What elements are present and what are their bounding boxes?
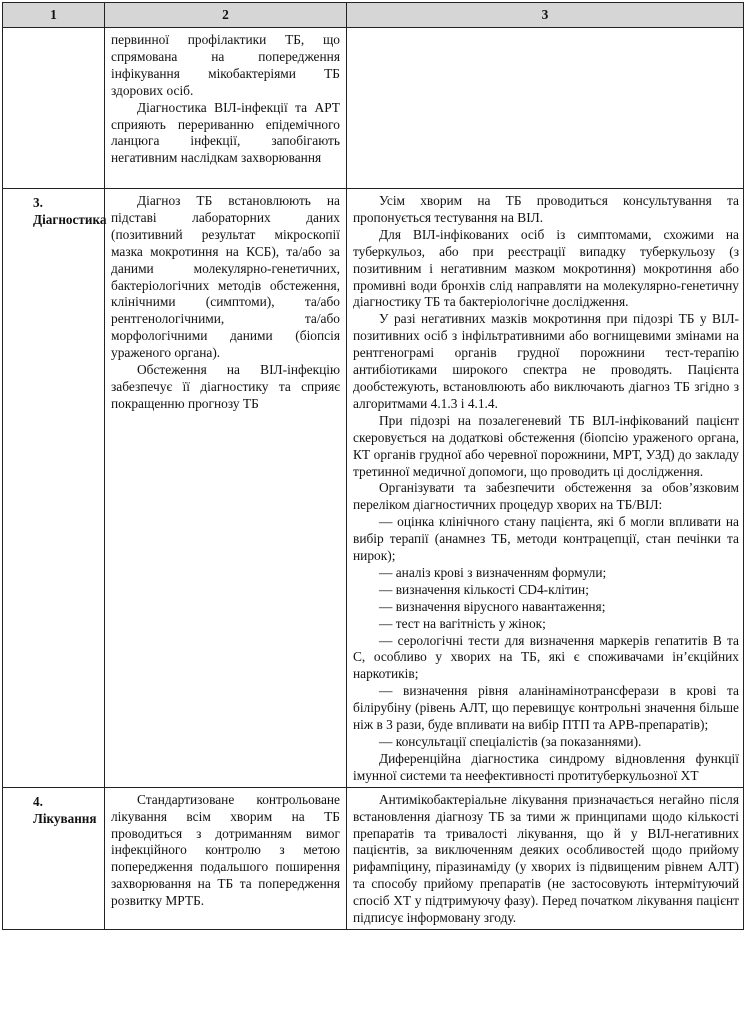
paragraph: Організувати та забезпечити обстеження за обов’язковим переліком діагностичних процедур хворих на ТБ/ВІЛ: bbox=[353, 480, 739, 513]
list-item: — серологічні тести для визначення маркерів гепатитів В та С, особливо у хворих на ТБ, які є споживачами ін’єкційних наркотиків; bbox=[353, 632, 739, 682]
header-col-2: 2 bbox=[105, 3, 347, 28]
list-item: — аналіз крові з визначенням формули; bbox=[379, 564, 607, 580]
paragraph: Обстеження на ВІЛ-інфекцію забезпечує її діагностику та сприяє покращенню прогнозу ТБ bbox=[111, 362, 340, 411]
table-header-row bbox=[3, 3, 744, 28]
protocol-table bbox=[2, 2, 744, 930]
cell-empty bbox=[3, 28, 105, 189]
cell-diagnostics-col2 bbox=[105, 189, 347, 788]
table-row-diagnostics bbox=[3, 189, 744, 788]
list-item: — визначення рівня аланінамінотрансферази в крові та білірубіну (рівень АЛТ, що перевищує контрольні значення більше ніж в 3 рази, буде впливати на вибір ПТП та АРВ-препаратів); bbox=[353, 683, 739, 733]
cell-treatment-col2 bbox=[105, 787, 347, 929]
list-item: — тест на вагітність у жінок; bbox=[379, 615, 546, 631]
paragraph: Діагноз ТБ встановлюють на підставі лабораторних даних (позитивний результат мікроскопії мазка мокротиння на КСБ), та/або за даними молекулярно-генетичних, бактеріологічних методів обстеження, клінічними (симптоми), та/або рентгенологічними, та/або морфологічними даними (біопсія ураженого органа). bbox=[111, 193, 340, 361]
header-col-1: 1 bbox=[3, 3, 105, 28]
header-col-3: 3 bbox=[347, 3, 744, 28]
paragraph: При підозрі на позалегеневий ТБ ВІЛ-інфікований пацієнт скеровується на додаткові обстеження (біопсію ураженого органа, КТ органів грудної або черевної порожнини, МРТ, УЗД) до закладу третинної медичної допомоги, що проводить ці дослідження. bbox=[353, 412, 739, 479]
cell-continuation-col2 bbox=[105, 28, 347, 189]
list-item: — консультації спеціалістів (за показаннями). bbox=[379, 734, 642, 749]
table-row-continuation bbox=[3, 28, 744, 189]
list-item: — оцінка клінічного стану пацієнта, які б могли впливати на вибір терапії (анамнез ТБ, методи контрацепції, стан печінки та нирок); bbox=[353, 514, 739, 564]
row-label-treatment: 4. Лікування bbox=[3, 787, 105, 929]
paragraph: первинної профілактики ТБ, що спрямована на попередження інфікування мікобактеріями ТБ здорових осіб. bbox=[111, 32, 340, 98]
paragraph: Антимікобактеріальне лікування призначається негайно після встановлення діагнозу ТБ за тими ж принципами щодо кількості препаратів та тривалості лікування, що й у ВІЛ-негативних пацієнтів, за виключенням деяких особливостей щодо прийому рифампіцину, піразинаміду (у хворих із підвищеним рівнем АЛТ) та способу прийому препаратів (не застосовують інтермітуючий спосіб ХТ у підтримуючу фазу). Перед початком лікування пацієнт підписує інформовану згоду. bbox=[353, 791, 739, 926]
paragraph: У разі негативних мазків мокротиння при підозрі ТБ у ВІЛ-позитивних осіб з інфільтративними або вогнищевими змінами на рентгенограмі органів грудної порожнини тест-терапію антибіотиками широкого спектра не проводять. Пацієнта дообстежують, встановлюють або виключають діагноз ТБ згідно з алгоритмами 4.1.3 і 4.1.4. bbox=[353, 311, 739, 411]
paragraph: Диференційна діагностика синдрому відновлення функції імунної системи та неефективності протитуберкульозної ХТ bbox=[353, 750, 739, 783]
table-row-treatment bbox=[3, 787, 744, 929]
cell-diagnostics-col3 bbox=[347, 189, 744, 788]
row-label-diagnostics: 3. Діагностика bbox=[3, 189, 105, 788]
paragraph: Усім хворим на ТБ проводиться консультування та пропонується тестування на ВІЛ. bbox=[353, 193, 739, 225]
document-page bbox=[2, 2, 743, 930]
paragraph: Для ВІЛ-інфікованих осіб із симптомами, схожими на туберкульоз, або при реєстрації випадку туберкульозу (з позитивним і негативним мазком мокротиння) мокротиння або промивні води бронхів слід направляти на молекулярно-генетичну діагностику ТБ та бактеріологічне дослідження. bbox=[353, 226, 739, 310]
paragraph: Діагностика ВІЛ-інфекції та АРТ сприяють перериванню епідемічного ланцюга інфекції, запобігають негативним наслідкам захворювання bbox=[111, 99, 340, 166]
cell-empty bbox=[347, 28, 744, 189]
paragraph: Стандартизоване контрольоване лікування всім хворим на ТБ проводиться з дотриманням вимог інфекційного контролю з метою попередження подальшого поширення захворювання на ТБ та попередження розвитку МРТБ. bbox=[111, 791, 340, 909]
list-item: — визначення кількості CD4-клітин; bbox=[379, 581, 589, 597]
cell-treatment-col3 bbox=[347, 787, 744, 929]
list-item: — визначення вірусного навантаження; bbox=[379, 598, 606, 614]
